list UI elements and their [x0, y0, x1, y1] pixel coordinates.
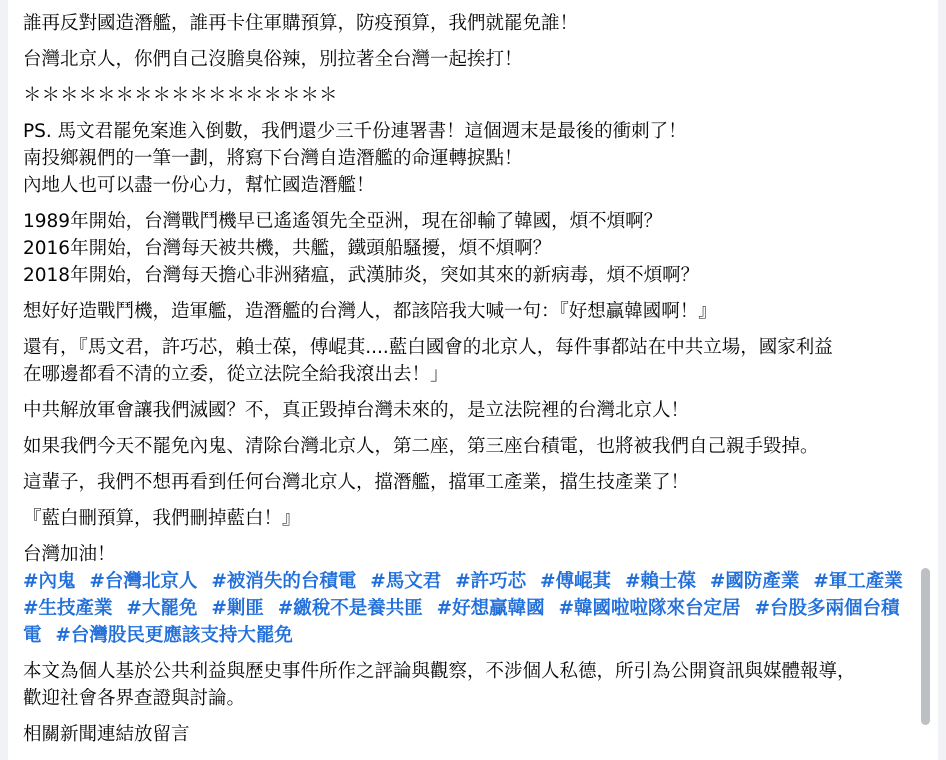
post-paragraph: [23, 118, 918, 199]
post-paragraph: [23, 46, 918, 73]
hashtag-link[interactable]: #馬文君: [370, 571, 442, 592]
paragraph-line: 誰再反對國造潛艦，誰再卡住軍購預算，防疫預算，我們就罷免誰！: [23, 13, 579, 34]
hashtag-link[interactable]: #韓國啦啦隊來台定居: [558, 598, 741, 619]
post-paragraph: [23, 10, 918, 37]
paragraph-line: 在哪邊都看不清的立委，從立法院全給我滾出去！」: [23, 364, 449, 385]
post-paragraph: [23, 397, 918, 424]
paragraph-line: 『藍白刪預算，我們刪掉藍白！』: [23, 508, 301, 529]
hashtag-link[interactable]: #台灣股民更應該支持大罷免: [55, 625, 293, 646]
paragraph-line: 中共解放軍會讓我們滅國？不，真正毀掉台灣未來的，是立法院裡的台灣北京人！: [23, 400, 690, 421]
hashtag-link[interactable]: #台灣北京人: [89, 571, 198, 592]
hashtag-link[interactable]: #賴士葆: [624, 571, 696, 592]
post-paragraph: [23, 82, 918, 109]
paragraph-line: 這輩子，我們不想再看到任何台灣北京人，擋潛艦，擋軍工產業，擋生技產業了！: [23, 472, 690, 493]
disclaimer-line: 歡迎社會各界查證與討論。: [23, 688, 246, 709]
related-news-text: 相關新聞連結放留言: [23, 724, 190, 745]
paragraph-line: 2016年開始，台灣每天被共機，共艦，鐵頭船騷擾，煩不煩啊？: [23, 238, 552, 259]
paragraph-line: 2018年開始，台灣每天擔心非洲豬瘟，武漢肺炎，突如其來的新病毒，煩不煩啊？: [23, 265, 700, 286]
post-paragraph: [23, 298, 918, 325]
disclaimer-line: 本文為個人基於公共利益與歷史事件所作之評論與觀察，不涉個人私德，所引為公開資訊與媒體報導，: [23, 661, 856, 682]
paragraph-line: PS. 馬文君罷免案進入倒數，我們還少三千份連署書！這個週末是最後的衝刺了！: [23, 121, 687, 142]
hashtag-link[interactable]: #軍工產業: [813, 571, 903, 592]
disclaimer-text: [23, 658, 918, 712]
hashtag-link[interactable]: #大罷免: [126, 598, 198, 619]
post-paragraph: [23, 433, 918, 460]
hashtag-link[interactable]: #生技產業: [23, 598, 113, 619]
hashtag-link[interactable]: #繳稅不是養共匪: [277, 598, 423, 619]
hashtag-link[interactable]: #傅崐萁: [540, 571, 612, 592]
scrollbar-thumb[interactable]: [921, 568, 930, 725]
hashtag-link[interactable]: #被消失的台積電: [211, 571, 357, 592]
post-paragraph: [23, 505, 918, 532]
paragraph-line: 想好好造戰鬥機，造軍艦，造潛艦的台灣人，都該陪我大喊一句：『好想贏韓國啊！』: [23, 301, 717, 322]
cheer-text: 台灣加油！: [23, 544, 116, 565]
hashtag-link[interactable]: #台股多兩個台積電: [23, 598, 900, 646]
hashtag-link[interactable]: #許巧芯: [455, 571, 527, 592]
paragraph-line: 台灣北京人，你們自己沒膽臭俗辣，別拉著全台灣一起挨打！: [23, 49, 523, 70]
post-card: [8, 0, 938, 760]
paragraph-line: 還有，『馬文君，許巧芯，賴士葆，傅崐萁....藍白國會的北京人，每件事都站在中共立場，國家利益: [23, 337, 833, 358]
hashtag-link[interactable]: #國防產業: [709, 571, 800, 592]
post-paragraph: [23, 469, 918, 496]
paragraph-line: 1989年開始，台灣戰鬥機早已遙遙領先全亞洲，現在卻輸了韓國，煩不煩啊？: [23, 211, 663, 232]
post-paragraph: [23, 334, 918, 388]
post-paragraphs: [23, 10, 918, 532]
post-body: [23, 10, 918, 757]
paragraph-line: ＊＊＊＊＊＊＊＊＊＊＊＊＊＊＊＊＊: [23, 85, 338, 106]
hashtag-link[interactable]: #好想贏韓國: [436, 598, 545, 619]
hashtag-list: [23, 568, 918, 649]
paragraph-line: 南投鄉親們的一筆一劃，將寫下台灣自造潛艦的命運轉捩點！: [23, 148, 523, 169]
hashtag-link[interactable]: #剿匪: [211, 598, 264, 619]
paragraph-line: 如果我們今天不罷免內鬼、清除台灣北京人，第二座，第三座台積電，也將被我們自己親手毀掉。: [23, 436, 819, 457]
paragraph-line: 內地人也可以盡一份心力，幫忙國造潛艦！: [23, 175, 375, 196]
hashtag-link[interactable]: #內鬼: [23, 571, 76, 592]
post-paragraph: [23, 208, 918, 289]
